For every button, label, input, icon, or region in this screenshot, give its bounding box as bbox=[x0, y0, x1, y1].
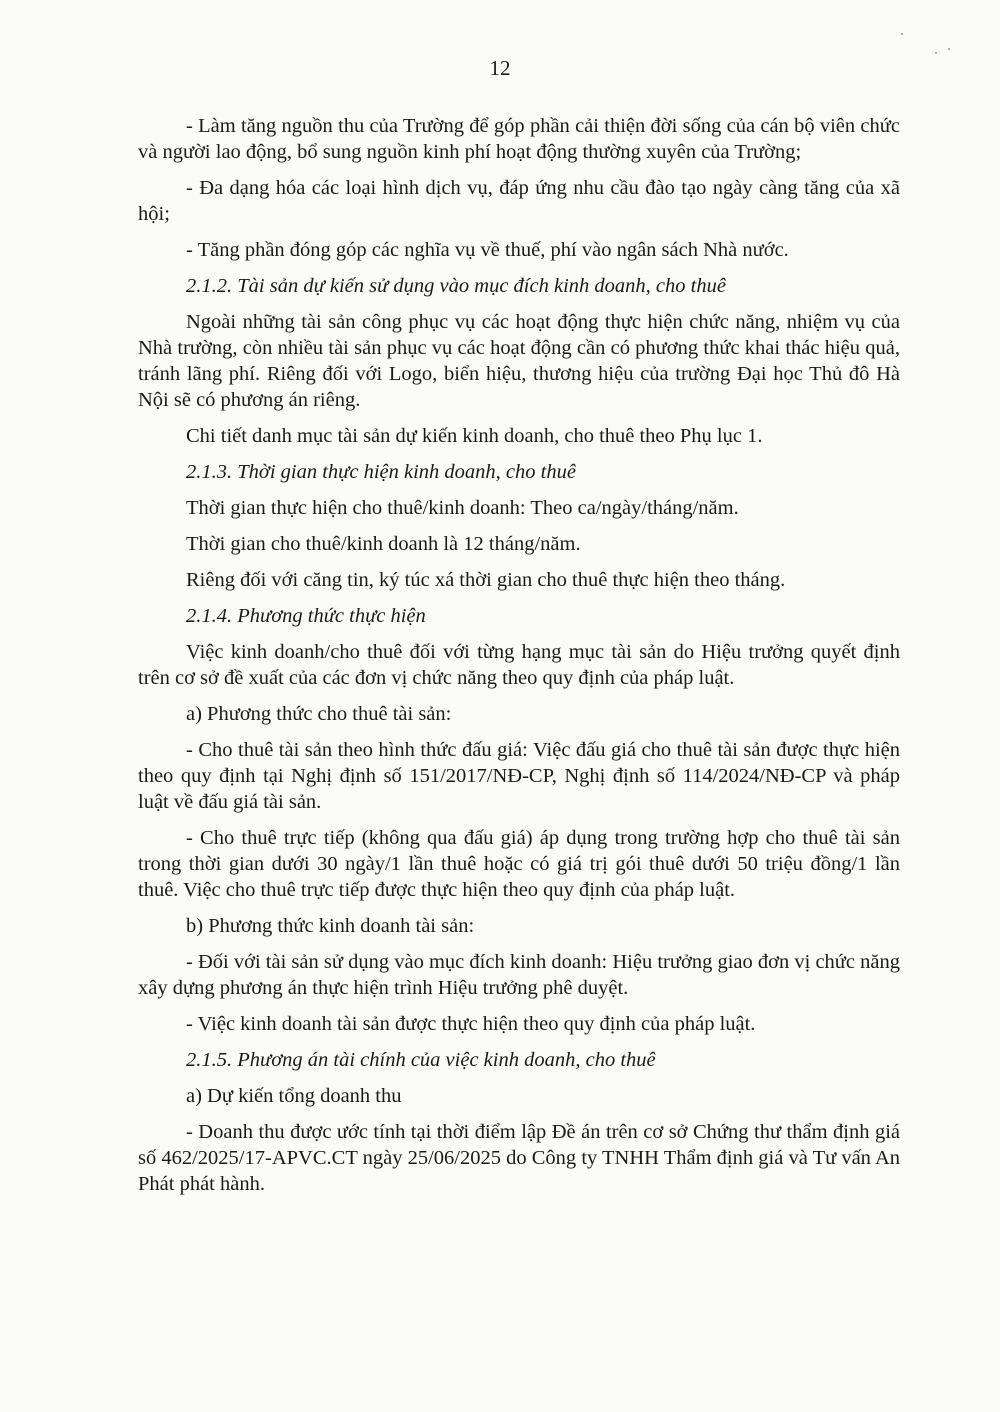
scan-speck bbox=[935, 52, 937, 54]
section-heading-2-1-2: 2.1.2. Tài sản dự kiến sử dụng vào mục đích kinh doanh, cho thuê bbox=[186, 275, 726, 297]
paragraph: Riêng đối với căng tin, ký túc xá thời gian cho thuê thực hiện theo tháng. bbox=[186, 569, 786, 591]
section-heading-2-1-3: 2.1.3. Thời gian thực hiện kinh doanh, cho thuê bbox=[186, 461, 576, 483]
paragraph: Ngoài những tài sản công phục vụ các hoạt động thực hiện chức năng, nhiệm vụ của Nhà trường, còn nhiều tài sản phục vụ các hoạt động cần có phương thức khai thác hiệu quả, tránh lãng phí. Riêng đối với Logo, biển hiệu, thương hiệu của trường Đại học Thủ đô Hà Nội sẽ có phương án riêng. bbox=[138, 311, 900, 411]
paragraph: - Làm tăng nguồn thu của Trường để góp phần cải thiện đời sống của cán bộ viên chức và người lao động, bổ sung nguồn kinh phí hoạt động thường xuyên của Trường; bbox=[138, 115, 900, 163]
paragraph: - Doanh thu được ước tính tại thời điểm lập Đề án trên cơ sở Chứng thư thẩm định giá số 462/2025/17-APVC.CT ngày 25/06/2025 do Công ty TNHH Thẩm định giá và Tư vấn An Phát phát hành. bbox=[138, 1121, 900, 1195]
section-heading-2-1-4: 2.1.4. Phương thức thực hiện bbox=[186, 605, 426, 627]
document-body bbox=[138, 113, 900, 1207]
paragraph: Thời gian thực hiện cho thuê/kinh doanh: Theo ca/ngày/tháng/năm. bbox=[186, 497, 739, 519]
scan-speck bbox=[948, 48, 950, 50]
paragraph: - Tăng phần đóng góp các nghĩa vụ về thuế, phí vào ngân sách Nhà nước. bbox=[186, 239, 789, 261]
paragraph: - Cho thuê trực tiếp (không qua đấu giá) áp dụng trong trường hợp cho thuê tài sản trong thời gian dưới 30 ngày/1 lần thuê hoặc có giá trị gói thuê dưới 50 triệu đồng/1 lần thuê. Việc cho thuê trực tiếp được thực hiện theo quy định của pháp luật. bbox=[138, 827, 900, 901]
paragraph: b) Phương thức kinh doanh tài sản: bbox=[186, 915, 475, 937]
paragraph: a) Phương thức cho thuê tài sản: bbox=[186, 703, 452, 725]
paragraph: - Cho thuê tài sản theo hình thức đấu giá: Việc đấu giá cho thuê tài sản được thực hiện theo quy định tại Nghị định số 151/2017/NĐ-CP, Nghị định số 114/2024/NĐ-CP và pháp luật về đấu giá tài sản. bbox=[138, 739, 900, 813]
paragraph: a) Dự kiến tổng doanh thu bbox=[186, 1085, 402, 1107]
section-heading-2-1-5: 2.1.5. Phương án tài chính của việc kinh doanh, cho thuê bbox=[186, 1049, 656, 1071]
paragraph: - Đa dạng hóa các loại hình dịch vụ, đáp ứng nhu cầu đào tạo ngày càng tăng của xã hội; bbox=[138, 177, 900, 225]
page-number: 12 bbox=[489, 56, 511, 80]
scan-speck bbox=[901, 33, 903, 35]
paragraph: Thời gian cho thuê/kinh doanh là 12 tháng/năm. bbox=[186, 533, 581, 555]
paragraph: - Đối với tài sản sử dụng vào mục đích kinh doanh: Hiệu trưởng giao đơn vị chức năng xây dựng phương án thực hiện trình Hiệu trưởng phê duyệt. bbox=[138, 951, 900, 999]
paragraph: - Việc kinh doanh tài sản được thực hiện theo quy định của pháp luật. bbox=[186, 1013, 756, 1035]
paragraph: Việc kinh doanh/cho thuê đối với từng hạng mục tài sản do Hiệu trưởng quyết định trên cơ sở đề xuất của các đơn vị chức năng theo quy định của pháp luật. bbox=[138, 641, 900, 689]
paragraph: Chi tiết danh mục tài sản dự kiến kinh doanh, cho thuê theo Phụ lục 1. bbox=[186, 425, 763, 447]
